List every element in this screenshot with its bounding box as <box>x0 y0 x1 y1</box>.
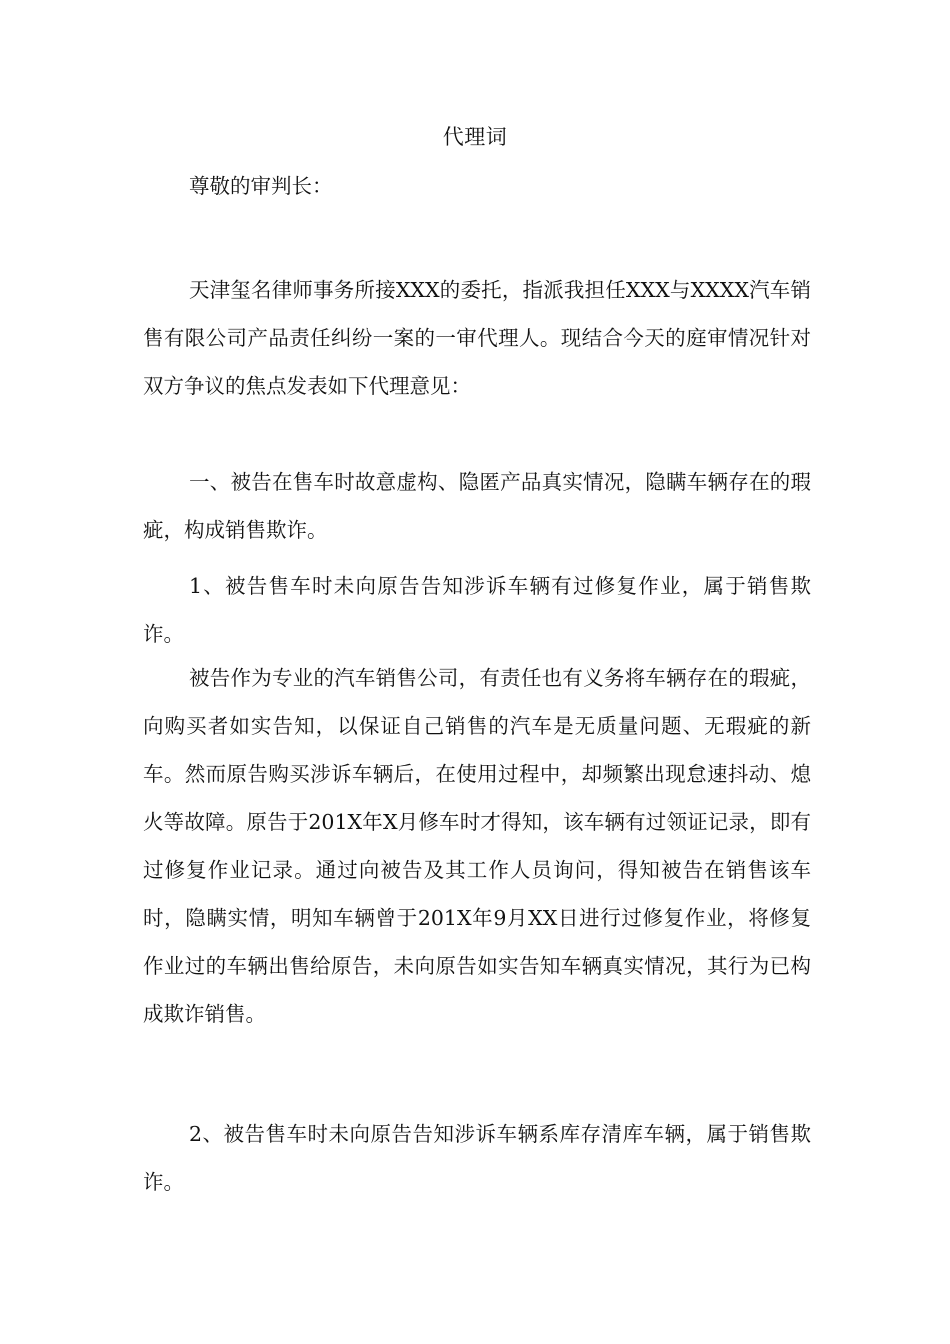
sub-point-1-body: 被告作为专业的汽车销售公司，有责任也有义务将车辆存在的瑕疵，向购买者如实告知，以保证自己销售的汽车是无质量问题、无瑕疵的新车。然而原告购买涉诉车辆后，在使用过程中，却频繁出现怠速抖动、熄火等故障。原告于201X年X月修车时才得知，该车辆有过领证记录，即有过修复作业记录。通过向被告及其工作人员询问，得知被告在销售该车时，隐瞒实情，明知车辆曾于201X年9月XX日进行过修复作业，将修复作业过的车辆出售给原告，未向原告如实告知车辆真实情况，其行为已构成欺诈销售。 <box>143 666 811 1026</box>
document-title: 代理词 <box>442 125 508 149</box>
point-1-heading: 一、被告在售车时故意虚构、隐匿产品真实情况，隐瞒车辆存在的瑕疵，构成销售欺诈。 <box>143 470 811 542</box>
intro-paragraph: 天津玺名律师事务所接XXX的委托，指派我担任XXX与XXXX汽车销售有限公司产品责任纠纷一案的一审代理人。现结合今天的庭审情况针对双方争议的焦点发表如下代理意见： <box>143 278 811 398</box>
sub-point-2-heading: 2、被告售车时未向原告告知涉诉车辆系库存清库车辆，属于销售欺诈。 <box>143 1122 811 1194</box>
salutation: 尊敬的审判长： <box>189 174 333 198</box>
sub-point-1-heading: 1、被告售车时未向原告告知涉诉车辆有过修复作业，属于销售欺诈。 <box>143 574 811 646</box>
